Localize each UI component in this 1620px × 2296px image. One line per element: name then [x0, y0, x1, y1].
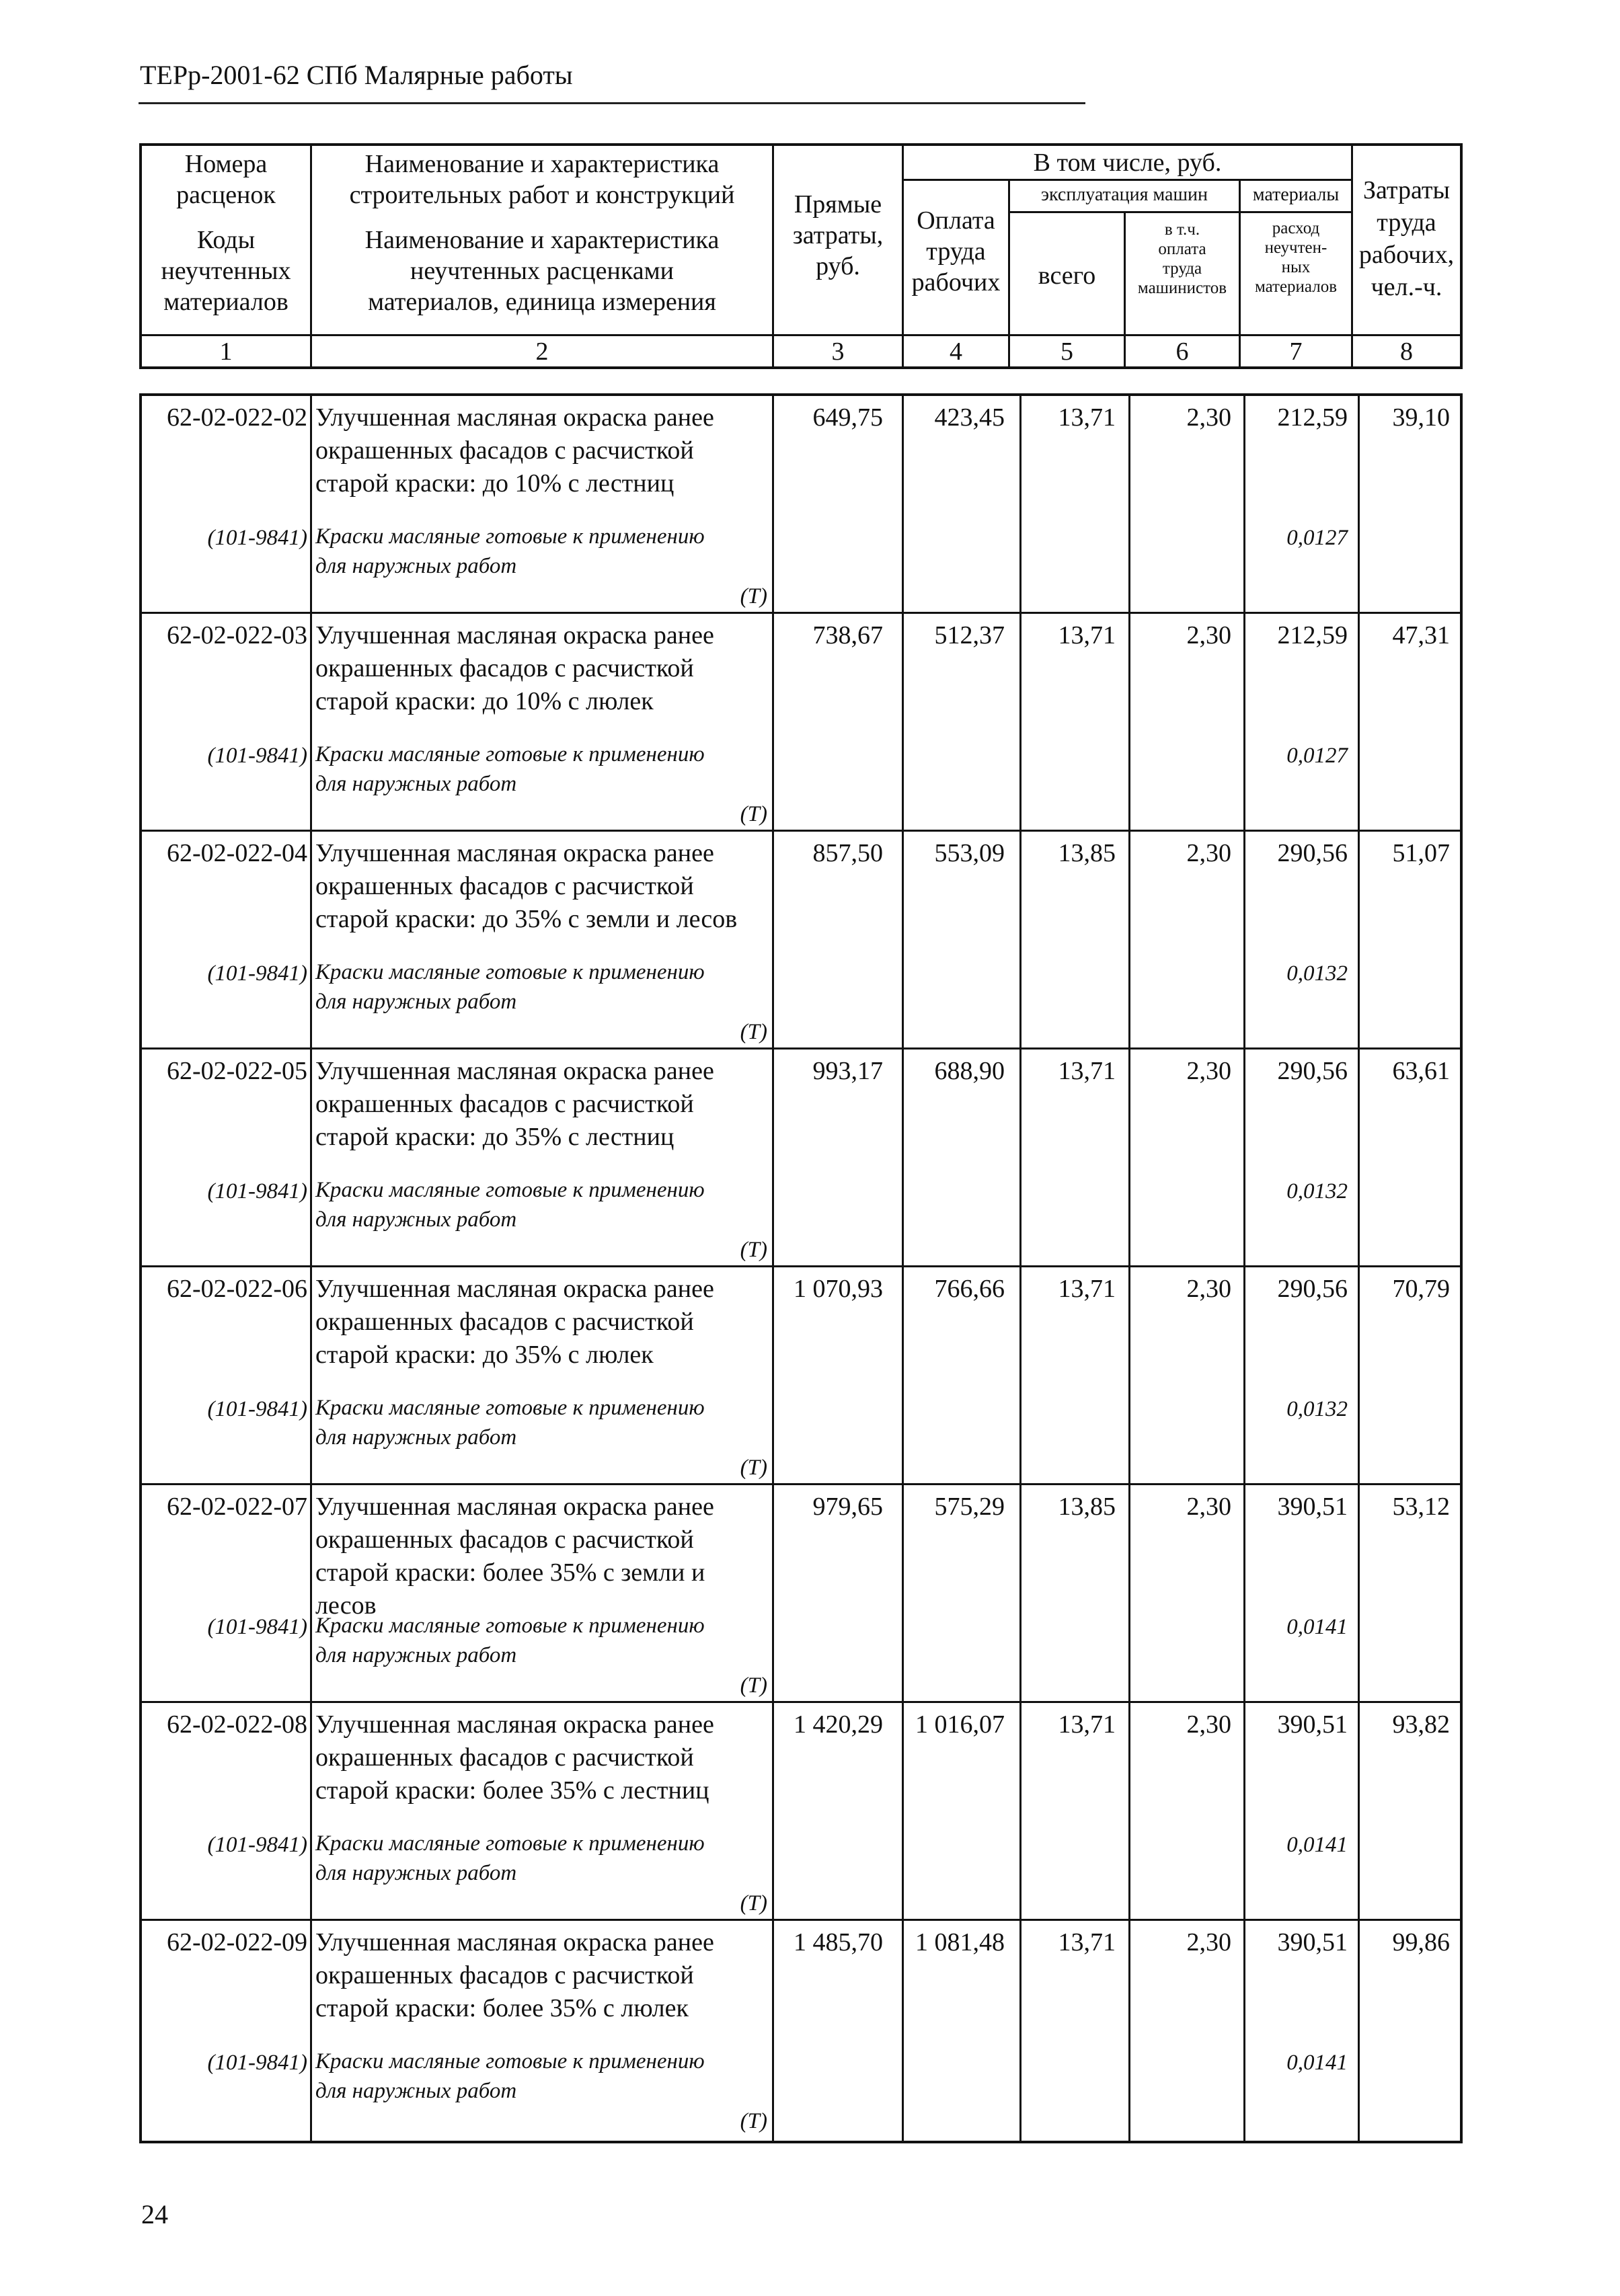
- header-materials: материалы: [1252, 184, 1340, 205]
- header-machines: эксплуатация машин: [1041, 184, 1208, 205]
- header-col5: всего: [1038, 262, 1096, 290]
- material-code: (101-9841): [207, 1615, 307, 1639]
- labor-hours: 47,31: [1392, 621, 1450, 649]
- material-code: (101-9841): [207, 744, 307, 768]
- header-col3: Прямые затраты, руб.: [792, 190, 884, 280]
- header-col6: в т.ч. оплата труда машинистов: [1137, 221, 1227, 297]
- material-name: Краски масляные готовые к применению для наружных работ: [315, 2049, 705, 2103]
- labor-hours: 63,61: [1392, 1057, 1450, 1085]
- header-divider: [902, 179, 1352, 181]
- labor-cost: 512,37: [934, 621, 1005, 649]
- column-number: 4: [950, 338, 962, 366]
- material-name: Краски масляные готовые к применению для наружных работ: [315, 1614, 705, 1667]
- machinist-labor: 2,30: [1186, 1928, 1231, 1956]
- machinist-labor: 2,30: [1186, 621, 1231, 649]
- labor-hours: 99,86: [1392, 1928, 1450, 1956]
- table-row: [142, 614, 1460, 832]
- header-col1-bottom: Коды неучтенных материалов: [161, 226, 291, 316]
- title-rule: [139, 102, 1085, 104]
- column-number: 3: [831, 338, 845, 366]
- machinist-labor: 2,30: [1186, 1493, 1231, 1521]
- table-row: [142, 1267, 1460, 1485]
- material-consumption: 0,0132: [1286, 1397, 1348, 1421]
- direct-costs: 979,65: [812, 1493, 883, 1521]
- material-unit: (Т): [740, 1456, 767, 1480]
- material-consumption: 0,0141: [1286, 1615, 1348, 1639]
- material-consumption: 0,0141: [1286, 2051, 1348, 2075]
- table-row: [142, 1921, 1460, 2139]
- table-header: [139, 143, 1463, 369]
- column-number: 6: [1175, 338, 1189, 366]
- material-code: (101-9841): [207, 1179, 307, 1203]
- header-divider: [1008, 211, 1352, 213]
- direct-costs: 1 420,29: [794, 1710, 883, 1739]
- material-name: Краски масляные готовые к применению для наружных работ: [315, 1396, 705, 1450]
- header-col7: расход неучтен- ных материалов: [1254, 219, 1338, 296]
- material-unit: (Т): [740, 1238, 767, 1262]
- labor-cost: 553,09: [934, 839, 1005, 867]
- material-name: Краски масляные готовые к применению для наружных работ: [315, 960, 705, 1014]
- column-number: 8: [1400, 338, 1413, 366]
- labor-cost: 423,45: [934, 403, 1005, 432]
- table-row: [142, 1050, 1460, 1267]
- column-number: 1: [219, 338, 233, 366]
- page-number: 24: [141, 2199, 168, 2229]
- machinist-labor: 2,30: [1186, 1275, 1231, 1303]
- machinist-labor: 2,30: [1186, 1057, 1231, 1085]
- materials-cost: 212,59: [1277, 621, 1348, 649]
- direct-costs: 738,67: [812, 621, 883, 649]
- material-unit: (Т): [740, 1891, 767, 1915]
- machines-total: 13,71: [1058, 621, 1116, 649]
- materials-cost: 390,51: [1277, 1493, 1348, 1521]
- rates-table: [139, 393, 1463, 2143]
- material-name: Краски масляные готовые к применению для наружных работ: [315, 1178, 705, 1232]
- machines-total: 13,71: [1058, 1057, 1116, 1085]
- labor-hours: 53,12: [1392, 1493, 1450, 1521]
- header-col8: Затраты труда рабочих, чел.-ч.: [1358, 176, 1455, 301]
- materials-cost: 290,56: [1277, 839, 1348, 867]
- material-unit: (Т): [740, 802, 767, 826]
- labor-hours: 51,07: [1392, 839, 1450, 867]
- material-unit: (Т): [740, 1020, 767, 1044]
- material-name: Краски масляные готовые к применению для наружных работ: [315, 524, 705, 578]
- machines-total: 13,71: [1058, 1928, 1116, 1956]
- material-name: Краски масляные готовые к применению для наружных работ: [315, 742, 705, 796]
- table-row: [142, 1703, 1460, 1921]
- direct-costs: 857,50: [812, 839, 883, 867]
- column-number: 7: [1289, 338, 1303, 366]
- direct-costs: 649,75: [812, 403, 883, 432]
- rate-code: 62-02-022-03: [167, 621, 307, 649]
- material-code: (101-9841): [207, 961, 307, 986]
- materials-cost: 290,56: [1277, 1057, 1348, 1085]
- table-row: [142, 832, 1460, 1050]
- work-description: Улучшенная масляная окраска ранее окрашенных фасадов с расчисткой старой краски: более 35% с лестниц: [315, 1710, 714, 1805]
- material-unit: (Т): [740, 2109, 767, 2133]
- machinist-labor: 2,30: [1186, 1710, 1231, 1739]
- material-consumption: 0,0127: [1286, 744, 1348, 768]
- material-name: Краски масляные готовые к применению для наружных работ: [315, 1831, 705, 1885]
- material-consumption: 0,0141: [1286, 1833, 1348, 1857]
- material-consumption: 0,0132: [1286, 961, 1348, 986]
- labor-cost: 766,66: [934, 1275, 1005, 1303]
- material-consumption: 0,0127: [1286, 526, 1348, 550]
- machinist-labor: 2,30: [1186, 403, 1231, 432]
- header-col2-bottom: Наименование и характеристика неучтенных расценками материалов, единица измерения: [364, 226, 720, 316]
- header-col1-top: Номера расценок: [176, 150, 276, 209]
- column-number: 5: [1060, 338, 1073, 366]
- material-code: (101-9841): [207, 526, 307, 550]
- work-description: Улучшенная масляная окраска ранее окрашенных фасадов с расчисткой старой краски: более 35% с люлек: [315, 1928, 714, 2022]
- direct-costs: 993,17: [812, 1057, 883, 1085]
- header-col4: Оплата труда рабочих: [911, 206, 1001, 296]
- machines-total: 13,71: [1058, 1710, 1116, 1739]
- labor-cost: 688,90: [934, 1057, 1005, 1085]
- document-title: ТЕРр-2001-62 СПб Малярные работы: [140, 60, 573, 90]
- rate-code: 62-02-022-07: [167, 1493, 307, 1521]
- work-description: Улучшенная масляная окраска ранее окрашенных фасадов с расчисткой старой краски: до 35% с лестниц: [315, 1057, 714, 1151]
- work-description: Улучшенная масляная окраска ранее окрашенных фасадов с расчисткой старой краски: до 35% с земли и лесов: [315, 839, 738, 933]
- material-unit: (Т): [740, 584, 767, 608]
- materials-cost: 212,59: [1277, 403, 1348, 432]
- materials-cost: 290,56: [1277, 1275, 1348, 1303]
- material-code: (101-9841): [207, 1833, 307, 1857]
- materials-cost: 390,51: [1277, 1928, 1348, 1956]
- rate-code: 62-02-022-09: [167, 1928, 307, 1956]
- rate-code: 62-02-022-08: [167, 1710, 307, 1739]
- material-unit: (Т): [740, 1673, 767, 1698]
- labor-hours: 39,10: [1392, 403, 1450, 432]
- materials-cost: 390,51: [1277, 1710, 1348, 1739]
- machinist-labor: 2,30: [1186, 839, 1231, 867]
- rate-code: 62-02-022-02: [167, 403, 307, 432]
- work-description: Улучшенная масляная окраска ранее окрашенных фасадов с расчисткой старой краски: до 10% с лестниц: [315, 403, 714, 498]
- header-col2-top: Наименование и характеристика строительных работ и конструкций: [349, 150, 735, 209]
- material-code: (101-9841): [207, 1397, 307, 1421]
- machines-total: 13,71: [1058, 1275, 1116, 1303]
- work-description: Улучшенная масляная окраска ранее окрашенных фасадов с расчисткой старой краски: более 35% с земли и лесов: [315, 1493, 714, 1620]
- rate-code: 62-02-022-06: [167, 1275, 307, 1303]
- material-code: (101-9841): [207, 2051, 307, 2075]
- labor-hours: 70,79: [1392, 1275, 1450, 1303]
- labor-cost: 1 016,07: [915, 1710, 1005, 1739]
- work-description: Улучшенная масляная окраска ранее окрашенных фасадов с расчисткой старой краски: до 10% с люлек: [315, 621, 714, 715]
- header-group: В том числе, руб.: [1033, 149, 1222, 177]
- machines-total: 13,85: [1058, 1493, 1116, 1521]
- machines-total: 13,71: [1058, 403, 1116, 432]
- work-description: Улучшенная масляная окраска ранее окрашенных фасадов с расчисткой старой краски: до 35% с люлек: [315, 1275, 714, 1369]
- rate-code: 62-02-022-04: [167, 839, 307, 867]
- column-number: 2: [535, 338, 549, 366]
- material-consumption: 0,0132: [1286, 1179, 1348, 1203]
- table-row: [142, 1485, 1460, 1703]
- rate-code: 62-02-022-05: [167, 1057, 307, 1085]
- direct-costs: 1 070,93: [794, 1275, 883, 1303]
- labor-cost: 575,29: [934, 1493, 1005, 1521]
- direct-costs: 1 485,70: [794, 1928, 883, 1956]
- table-row: [142, 396, 1460, 614]
- labor-hours: 93,82: [1392, 1710, 1450, 1739]
- labor-cost: 1 081,48: [915, 1928, 1005, 1956]
- machines-total: 13,85: [1058, 839, 1116, 867]
